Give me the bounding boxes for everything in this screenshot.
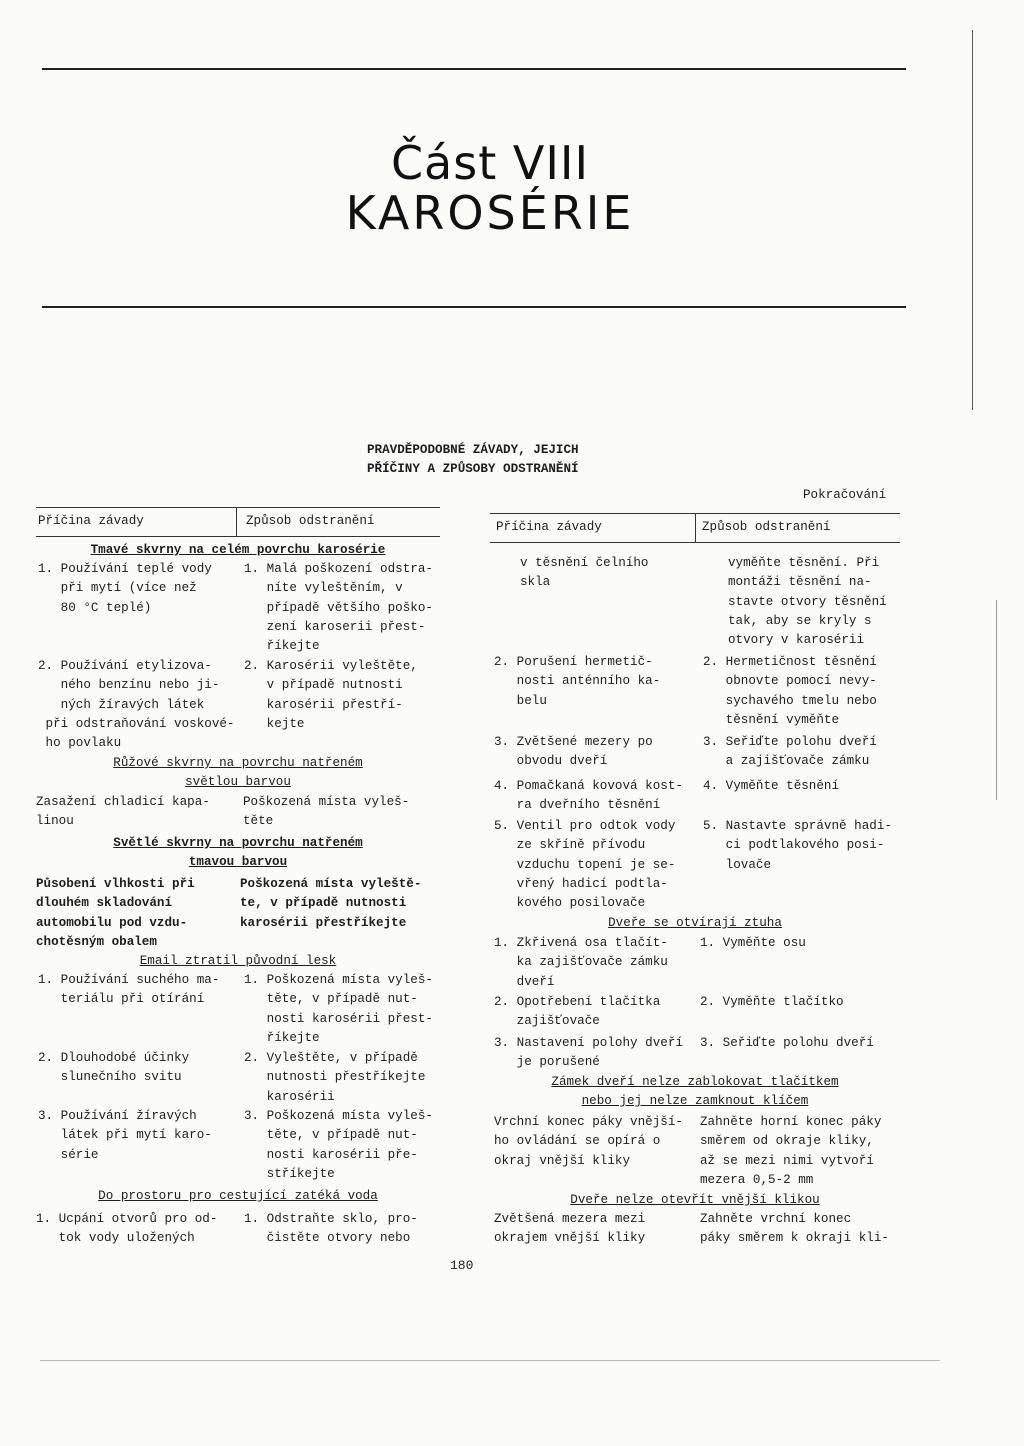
section-heading-line1: PRAVDĚPODOBNÉ ZÁVADY, JEJICH [367, 443, 579, 457]
group-heading: Tmavé skvrny na celém povrchu karosérie [90, 543, 386, 557]
group-heading: Růžové skvrny na povrchu natřeném světlou barvou [113, 756, 363, 790]
cause-cell: 5. Ventil pro odtok vody ze skříně přívodu vzduchu topení je se- vřený hadicí podtla- kového posilovače [494, 819, 676, 911]
fix-cell: Poškozená místa vyleště- te, v případě nutnosti karosérii přestříkejte [240, 877, 422, 930]
fix-cell: 1. Odstraňte sklo, pro- čistěte otvory nebo [244, 1212, 418, 1246]
cause-cell: 3. Zvětšené mezery po obvodu dveří [494, 735, 653, 769]
cause-cell: Zasažení chladicí kapa- linou [36, 795, 210, 829]
title-top-rule [42, 68, 906, 70]
title-bottom-rule [42, 306, 906, 308]
group-heading: Email ztratil původní lesk [139, 954, 337, 968]
group-heading: Světlé skvrny na povrchu natřeném tmavou barvou [113, 836, 363, 870]
fix-cell: 1. Poškozená místa vyleš- těte, v případě nut- nosti karosérii přest- říkejte [244, 973, 433, 1045]
fix-cell: Poškozená místa vyleš- těte [243, 795, 410, 829]
cause-cell: 2. Dlouhodobé účinky slunečního svitu [38, 1051, 190, 1085]
cause-cell: v těsnění čelního skla [520, 556, 649, 590]
cause-cell: 2. Opotřebení tlačítka zajišťovače [494, 995, 661, 1029]
table-header-bottom-rule [490, 542, 900, 543]
fix-cell: 3. Seřiďte polohu dveří a zajišťovače zámku [703, 735, 877, 769]
fix-cell: Zahněte horní konec páky směrem od okraje kliky, až se mezi nimi vytvoří mezera 0,5-2 mm [700, 1115, 882, 1187]
group-heading: Dveře nelze otevřít vnější klikou [570, 1193, 820, 1207]
cause-cell: 1. Ucpání otvorů pro od- tok vody uložených [36, 1212, 218, 1246]
cause-cell: 3. Nastavení polohy dveří je porušené [494, 1036, 683, 1070]
fix-cell: vyměňte těsnění. Při montáži těsnění na- stavte otvory těsnění tak, aby se kryly s otvory v karosérii [728, 556, 887, 648]
cause-cell: Působení vlhkosti při dlouhém skladování automobilu pod vzdu- chotěsným obalem [36, 877, 195, 949]
fix-cell: 4. Vyměňte těsnění [703, 779, 840, 793]
part-title: Část VIII [390, 136, 590, 190]
fix-cell: 2. Hermetičnost těsnění obnovte pomocí nevy- sychavého tmelu nebo těsnění vyměňte [703, 655, 877, 727]
column-header-cause: Příčina závady [38, 514, 144, 528]
cause-cell: 1. Zkřivená osa tlačít- ka zajišťovače zámku dveří [494, 936, 668, 989]
column-header-fix: Způsob odstranění [246, 514, 375, 528]
cause-cell: 2. Porušení hermetič- nosti anténního ka- belu [494, 655, 661, 708]
cause-cell: 4. Pomačkaná kovová kost- ra dveřního těsnění [494, 779, 683, 813]
fix-cell: 3. Seřiďte polohu dveří [700, 1036, 874, 1050]
column-header-cause: Příčina závady [496, 520, 602, 534]
group-heading: Zámek dveří nelze zablokovat tlačítkem nebo jej nelze zamknout klíčem [551, 1075, 839, 1109]
column-header-fix: Způsob odstranění [702, 520, 831, 534]
table-header-top-rule [36, 507, 440, 508]
fix-cell: 2. Karosérii vyleštěte, v případě nutnosti karosérii přestří- kejte [244, 659, 418, 731]
table-header-bottom-rule [36, 536, 440, 537]
fix-cell: 1. Malá poškození odstra- níte vyleštěním, v případě většího poško- zení karoserii přest- říkejte [244, 562, 433, 654]
fix-cell: 2. Vyleštěte, v případě nutnosti přestříkejte karosérii [244, 1051, 426, 1104]
page-number: 180 [450, 1258, 474, 1273]
fix-cell: Zahněte vrchní konec páky směrem k okraji kli- [700, 1212, 889, 1246]
cause-cell: 1. Používání suchého ma- teriálu při otírání [38, 973, 220, 1007]
cause-cell: 3. Používání žíravých látek při mytí karo- série [38, 1109, 212, 1162]
group-heading: Dveře se otvírají ztuha [608, 916, 782, 930]
scan-bottom-line [40, 1360, 940, 1361]
fix-cell: 1. Vyměňte osu [700, 936, 806, 950]
continuation-label: Pokračování [803, 488, 887, 502]
fix-cell: 5. Nastavte správně hadi- ci podtlakového posi- lovače [703, 819, 892, 872]
column-divider [695, 513, 696, 542]
cause-cell: 2. Používání etylizova- ného benzínu nebo ji- ných žíravých látek při odstraňování voskové- ho povlaku [38, 659, 235, 751]
chapter-title: KAROSÉRIE [345, 186, 635, 240]
scan-margin-line [996, 600, 997, 800]
group-heading: Do prostoru pro cestující zatéká voda [98, 1189, 378, 1203]
section-heading-line2: PŘÍČINY A ZPŮSOBY ODSTRANĚNÍ [367, 462, 579, 476]
cause-cell: Vrchní konec páky vnější- ho ovládání se opírá o okraj vnější kliky [494, 1115, 683, 1168]
cause-cell: 1. Používání teplé vody při mytí (více než 80 °C teplé) [38, 562, 212, 615]
fix-cell: 3. Poškozená místa vyleš- těte, v případě nut- nosti karosérii pře- stříkejte [244, 1109, 433, 1181]
fix-cell: 2. Vyměňte tlačítko [700, 995, 844, 1009]
column-divider [236, 507, 237, 536]
cause-cell: Zvětšená mezera mezi okrajem vnější kliky [494, 1212, 646, 1246]
